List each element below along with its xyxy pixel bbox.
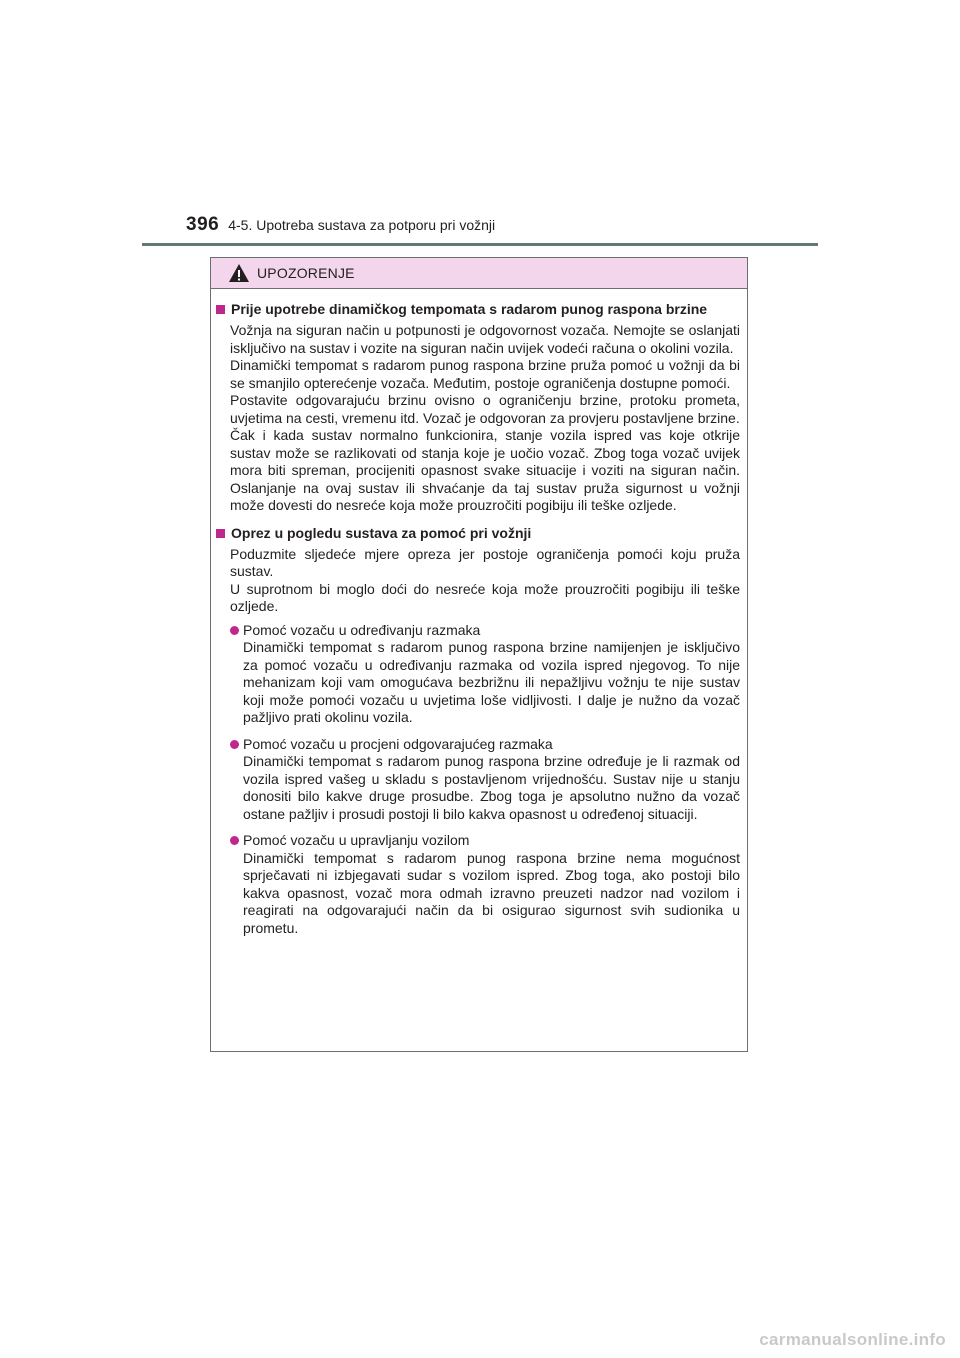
- paragraph: Vožnja na siguran način u potpunosti je odgovornost vozača. Nemojte se oslanjati isključivo na sustav i vozite na siguran način uvijek vodeći računa o okolini vozila.: [230, 322, 740, 356]
- sub-item-title: Pomoć vozaču u procjeni odgovarajućeg razmaka: [243, 735, 553, 752]
- paragraph: Dinamički tempomat s radarom punog raspona brzine pruža pomoć u vožnji da bi se smanjilo opterećenje vozača. Međutim, postoje ograničenja dostupne pomoći.: [230, 357, 740, 391]
- header-rule: [142, 243, 818, 246]
- sub-item-text: Dinamički tempomat s radarom punog raspona brzine određuje je li razmak od vozila ispred vašeg u skladu s postavljenom vrijednošću. Sustav nije u stanju donositi bilo kakve druge prosudbe. Zbog toga je apsolutno nužno da vozač ostane pažljiv i prosudi postoji li bilo kakva opasnost u određenoj situaciji.: [243, 753, 740, 822]
- circle-bullet-icon: [230, 626, 239, 635]
- paragraph: Postavite odgovarajuću brzinu ovisno o ograničenju brzine, protoku prometa, uvjetima na cesti, vremenu itd. Vozač je odgovoran za provjeru postavljene brzine.: [230, 392, 740, 426]
- circle-bullet-icon: [230, 836, 239, 845]
- sub-item-text: Dinamički tempomat s radarom punog raspona brzine nema mogućnost sprječavati ni izbjegavati sudar s vozilom ispred. Zbog toga, ako postoji bilo kakva opasnost, vozač mora odmah izravno preuzeti nadzor nad vozilom i reagirati na odgovarajući način da bi osigurao sigurnost svih sudionika u prometu.: [243, 849, 740, 936]
- square-bullet-icon: [216, 305, 225, 314]
- warning-triangle-icon: [228, 263, 250, 283]
- paragraph: Čak i kada sustav normalno funkcionira, stanje vozila ispred vas koje otkrije sustav može se razlikovati od stanja koje je uočio vozač. Zbog toga vozač uvijek mora biti spreman, procijeniti opasnost svake situacije i voziti na siguran način. Oslanjanje na ovaj sustav ili shvaćanje da taj sustav pruža sigurnost u vožnji može dovesti do nesreće koja može prouzročiti pogibiju ili teške ozljede.: [230, 427, 740, 513]
- warning-header: [211, 258, 747, 289]
- warning-item: [216, 300, 740, 515]
- square-bullet-icon: [216, 529, 225, 538]
- item-heading: Prije upotrebe dinamičkog tempomata s radarom punog raspona brzine: [216, 300, 740, 318]
- warning-body: [211, 289, 747, 937]
- warning-item: [216, 524, 740, 938]
- warning-box: [210, 257, 748, 1052]
- sub-item: [230, 736, 740, 824]
- sub-item-title: Pomoć vozaču u određivanju razmaka: [243, 621, 481, 638]
- sub-item: [230, 622, 740, 727]
- sub-item-title: Pomoć vozaču u upravljanju vozilom: [243, 832, 470, 848]
- circle-bullet-icon: [230, 740, 239, 749]
- page-number: 396: [186, 214, 220, 235]
- page-header: [186, 214, 495, 242]
- sub-item: [230, 832, 740, 937]
- item-heading: Oprez u pogledu sustava za pomoć pri vožnji: [216, 524, 740, 542]
- watermark: carmanualsonline.info: [759, 1330, 946, 1349]
- paragraph: Poduzmite sljedeće mjere opreza jer postoje ograničenja pomoći koju pruža sustav.: [230, 545, 740, 579]
- warning-title: UPOZORENJE: [257, 265, 355, 281]
- sub-item-text: Dinamički tempomat s radarom punog raspona brzine namijenjen je isključivo za pomoć vozaču u određivanju razmaka od vozila ispred njegovog. To nije mehanizam koji vam omogućava bezbrižnu ili nepažljivu vožnju te nije sustav koji može pomoći vozaču u uvjetima loše vidljivosti. I dalje je nužno da vozač pažljivo prati okolinu vozila.: [243, 639, 740, 725]
- section-title: 4-5. Upotreba sustava za potporu pri vožnji: [228, 217, 496, 233]
- paragraph: U suprotnom bi moglo doći do nesreće koja može prouzročiti pogibiju ili teške ozljede.: [230, 580, 740, 614]
